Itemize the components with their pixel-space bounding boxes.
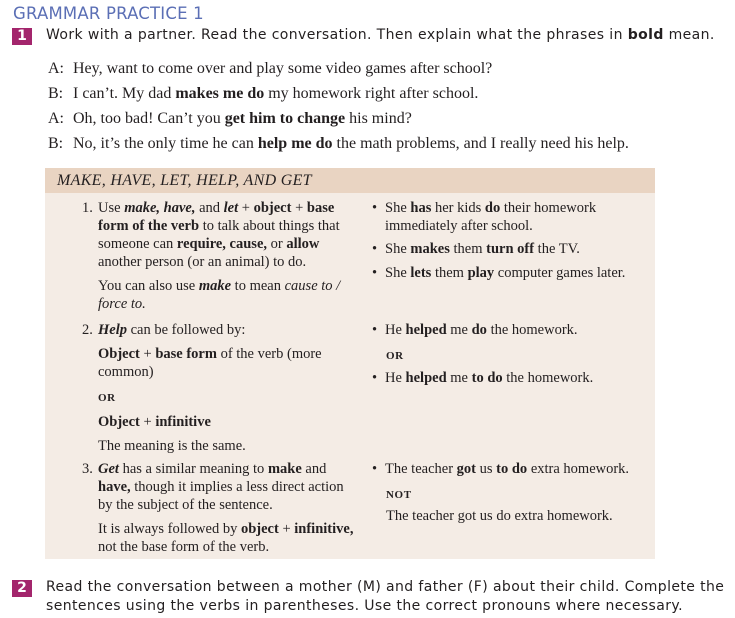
conversation-text: Oh, too bad! Can’t you get him to change his mind?	[73, 110, 412, 127]
bullet-icon: •	[372, 265, 378, 281]
exercise-1-number: 1	[12, 28, 32, 45]
conversation-text: Hey, want to come over and play some video games after school?	[73, 60, 493, 77]
rule-text: Help can be followed by:	[98, 322, 246, 338]
example-item: • He helped me do the homework.	[372, 322, 578, 338]
example-item: • The teacher got us to do extra homework.	[372, 461, 630, 477]
bullet-icon: •	[372, 322, 378, 338]
rule-text: Object + base form of the verb (more common)	[98, 346, 322, 380]
exercise-2-number: 2	[12, 580, 32, 597]
rule-text: Use make, have, and let + object + base form of the verb to talk about things that someone can require, cause, or allow another person (or an animal) to do.	[98, 200, 340, 270]
rule-text: The meaning is the same.	[98, 438, 246, 454]
conversation-text: I can’t. My dad makes me do my homework right after school.	[73, 85, 479, 102]
not-label: NOT	[386, 489, 412, 501]
exercise-2-instruction: Read the conversation between a mother (M) and father (F) about their child. Complete the sentences using the verbs in parentheses. Use the correct pronouns where necessary.	[46, 579, 725, 614]
rule-2	[82, 321, 354, 455]
speaker-label: A:	[48, 60, 64, 77]
rule-number: 2.	[82, 322, 93, 338]
grammar-box-title: MAKE, HAVE, LET, HELP, AND GET	[45, 168, 655, 193]
rule-1	[82, 199, 354, 313]
rule-text: Get has a similar meaning to make and have, though it implies a less direct action by the subject of the sentence.	[98, 461, 344, 513]
section-title: GRAMMAR PRACTICE 1	[13, 4, 204, 23]
example-item: • She lets them play computer games later.	[372, 265, 626, 281]
example-item: • She makes them turn off the TV.	[372, 241, 580, 257]
incorrect-example: The teacher got us do extra homework.	[386, 508, 613, 524]
rule-3	[82, 460, 354, 556]
or-label: OR	[98, 392, 116, 404]
exercise-1-instruction: Work with a partner. Read the conversation. Then explain what the phrases in bold mean.	[46, 27, 715, 43]
example-item: • She has her kids do their homework immediately after school.	[372, 200, 597, 234]
bullet-icon: •	[372, 200, 378, 216]
rule-text: Object + infinitive	[98, 414, 211, 430]
speaker-label: B:	[48, 85, 64, 102]
speaker-label: B:	[48, 135, 64, 152]
speaker-label: A:	[48, 110, 64, 127]
rule-text: It is always followed by object + infinitive, not the base form of the verb.	[98, 521, 354, 555]
bullet-icon: •	[372, 370, 378, 386]
bullet-icon: •	[372, 461, 378, 477]
rule-note: You can also use make to mean cause to / force to.	[98, 278, 341, 312]
bullet-icon: •	[372, 241, 378, 257]
conversation-text: No, it’s the only time he can help me do the math problems, and I really need his help.	[73, 135, 629, 152]
or-label: OR	[386, 350, 404, 362]
rule-number: 3.	[82, 461, 93, 477]
example-item: • He helped me to do the homework.	[372, 370, 594, 386]
rule-number: 1.	[82, 200, 93, 216]
